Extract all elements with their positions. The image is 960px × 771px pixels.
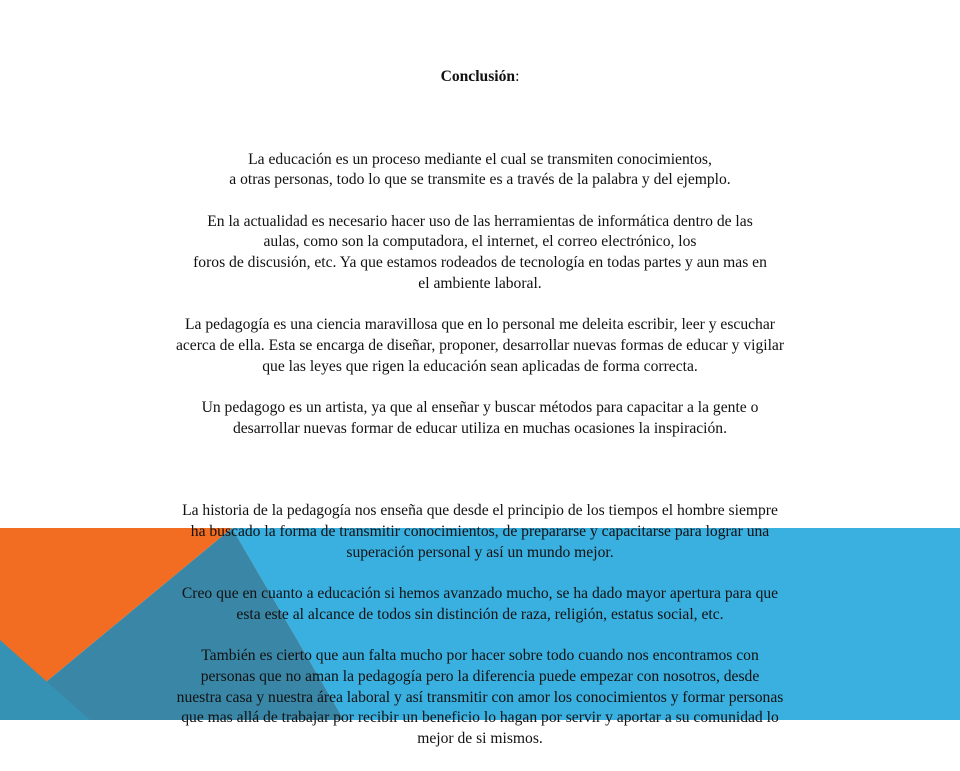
paragraph-7: También es cierto que aun falta mucho por hacer sobre todo cuando nos encontramos con personas que no aman la pedagogía pero la diferencia puede empezar con nosotros, desde nuestra casa y nuestra área laboral y así transmitir con amor los conocimientos y formar personas que mas allá de trabajar por recibir un beneficio lo hagan por servir y aportar a su comunidad lo mejor de si mismos. xyxy=(176,647,784,748)
spacer xyxy=(110,108,850,129)
paragraph-5: La historia de la pedagogía nos enseña que desde el principio de los tiempos el hombre siempre ha buscado la forma de transmitir conocimientos, de prepararse y capacitarse para lograr una superación personal y así un mundo mejor. xyxy=(182,502,778,561)
conclusion-heading xyxy=(110,67,850,88)
paragraph-6: Creo que en cuanto a educación si hemos avanzado mucho, se ha dado mayor apertura para que esta este al alcance de todos sin distinción de raza, religión, estatus social, etc. xyxy=(181,585,779,623)
paragraph-3: La pedagogía es una ciencia maravillosa que en lo personal me deleita escribir, leer y escuchar acerca de ella. Esta se encarga de diseñar, proponer, desarrollar nuevas formas de educar y vigilar que las leyes que rigen la educación sean aplicadas de forma correcta. xyxy=(175,316,785,375)
heading-title: Conclusión xyxy=(440,67,516,85)
paragraph-1: La educación es un proceso mediante el cual se transmiten conocimientos, a otras personas, todo lo que se transmite es a través de la palabra y del ejemplo. xyxy=(229,150,731,189)
paragraph-2: En la actualidad es necesario hacer uso de las herramientas de informática dentro de las aulas, como son la computadora, el internet, el correo electrónico, los foros de discusión, etc. Ya que estamos rodeados de tecnología en todas partes y aun mas en el ambiente laboral. xyxy=(193,212,767,292)
slide-text-body xyxy=(110,46,850,771)
heading-colon: : xyxy=(515,67,520,85)
spacer xyxy=(110,460,850,481)
paragraph-4: Un pedagogo es un artista, ya que al enseñar y buscar métodos para capacitar a la gente o desarrollar nuevas formar de educar utiliza en muchas ocasiones la inspiración. xyxy=(201,398,759,437)
